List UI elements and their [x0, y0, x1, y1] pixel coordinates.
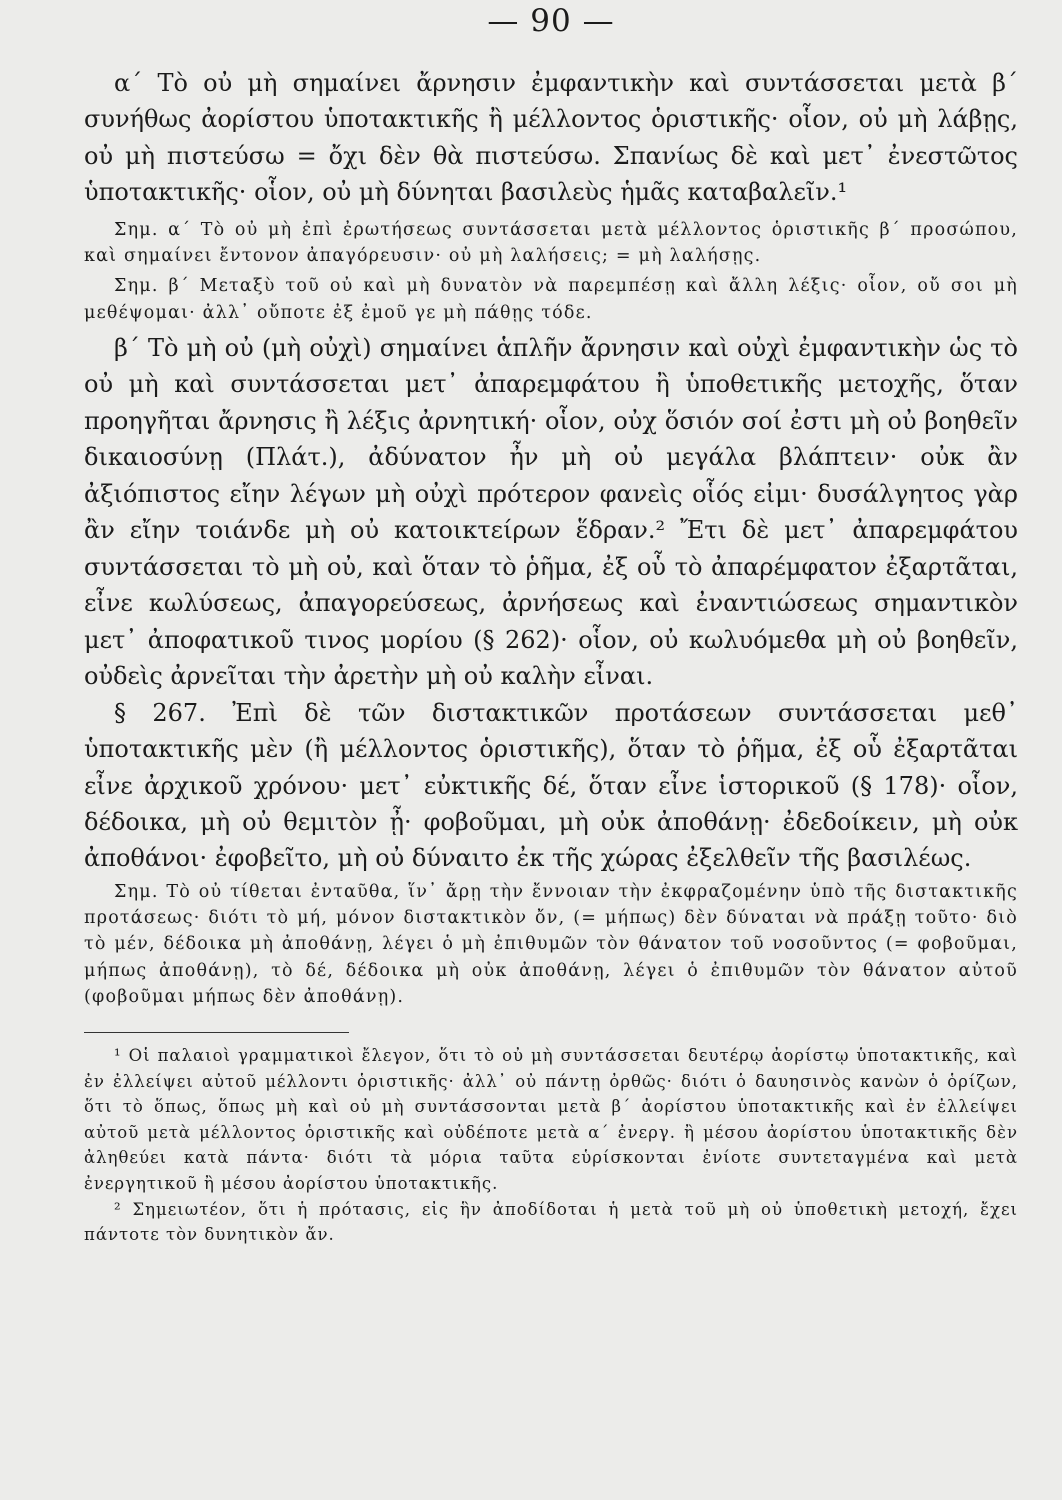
page-number: — 90 — [487, 3, 615, 39]
paragraph-beta: β΄ Τὸ μὴ οὐ (μὴ οὐχὶ) σημαίνει ἁπλῆν ἄρνησιν καὶ οὐχὶ ἐμφαντικὴν ὡς τὸ οὐ μὴ καὶ συντάσσεται μετ᾽ ἀπαρεμφάτου ἢ ὑποθετικῆς μετοχῆς, ὅταν προηγῆται ἄρνησις ἢ λέξις ἀρνητική· οἷον, οὐχ ὅσιόν σοί ἐστι μὴ οὐ βοηθεῖν δικαιοσύνῃ (Πλάτ.), ἀδύνατον ἦν μὴ οὐ μεγάλα βλάπτειν· οὐκ ἂν ἀξιόπιστος εἴην λέγων μὴ οὐχὶ πρότερον φανεὶς οἷός εἰμι· δυσάλγητος γὰρ ἂν εἴην τοιάνδε μὴ οὐ κατοικτείρων ἕδραν.² Ἔτι δὲ μετ᾽ ἀπαρεμφάτου συντάσσεται τὸ μὴ οὐ, καὶ ὅταν τὸ ῥῆμα, ἐξ οὗ τὸ ἀπαρέμφατον ἐξαρτᾶται, εἶνε κωλύσεως, ἀπαγορεύσεως, ἀρνήσεως καὶ ἐναντιώσεως σημαντικὸν μετ᾽ ἀποφατικοῦ τινος μορίου (§ 262)· οἷον, οὐ κωλυόμεθα μὴ οὐ βοηθεῖν, οὐδεὶς ἀρνεῖται τὴν ἀρετὴν μὴ οὐ καλὴν εἶναι. [84, 333, 1018, 691]
footnote-1: ¹ Οἱ παλαιοὶ γραμματικοὶ ἔλεγον, ὅτι τὸ οὐ μὴ συντάσσεται δευτέρῳ ἀορίστῳ ὑποτακτικῆς, καὶ ἐν ἐλλείψει αὐτοῦ μέλλοντι ὁριστικῆς· ἀλλ᾽ οὐ πάντῃ ὀρθῶς· διότι ὁ δαυησινὸς κανὼν ὁ ὁρίζων, ὅτι τὸ ὅπως, ὅπως μὴ καὶ οὐ μὴ συντάσσονται μετὰ β΄ ἀορίστου ὑποτακτικῆς καὶ ἐν ἐλλείψει αὐτοῦ μετὰ μέλλοντος ὁριστικῆς καὶ οὐδέποτε μετὰ α΄ ἐνεργ. ἢ μέσου ἀορίστου ὑποτακτικῆς δὲν ἀληθεύει κατὰ πάντα· διότι τὰ μόρια ταῦτα εὑρίσκονται ἐνίοτε συντεταγμένα καὶ μετὰ ἐνεργητικοῦ ἢ μέσου ἀορίστου ὑποτακτικῆς. [84, 1046, 1018, 1193]
section-267: § 267. Ἐπὶ δὲ τῶν διστακτικῶν προτάσεων συντάσσεται μεθ᾽ ὑποτακτικῆς μὲν (ἢ μέλλοντος ὁριστικῆς), ὅταν τὸ ῥῆμα, ἐξ οὗ ἐξαρτᾶται εἶνε ἀρχικοῦ χρόνου· μετ᾽ εὐκτικῆς δέ, ὅταν εἶνε ἱστορικοῦ (§ 178)· οἷον, δέδοικα, μὴ οὐ θεμιτὸν ᾖ· φοβοῦμαι, μὴ οὐκ ἀποθάνῃ· ἐδεδοίκειν, μὴ οὐκ ἀποθάνοι· ἐφοβεῖτο, μὴ οὐ δύναιτο ἐκ τῆς χώρας ἐξελθεῖν τῆς βασιλέως. [84, 698, 1018, 873]
note-section-267: Σημ. Τὸ οὐ τίθεται ἐνταῦθα, ἵν᾽ ἄρῃ τὴν ἔννοιαν τὴν ἐκφραζομένην ὑπὸ τῆς διστακτικῆς προτάσεως· διότι τὸ μή, μόνον διστακτικὸν ὄν, (= μήπως) δὲν δύναται νὰ πράξῃ τοῦτο· διὸ τὸ μέν, δέδοικα μὴ ἀποθάνῃ, λέγει ὁ μὴ ἐπιθυμῶν τὸν θάνατον τοῦ νοσοῦντος (= φοβοῦμαι, μήπως ἀποθάνῃ), τὸ δέ, δέδοικα μὴ οὐκ ἀποθάνῃ, λέγει ὁ ἐπιθυμῶν τὸν θάνατον αὐτοῦ (φοβοῦμαι μήπως δὲν ἀποθάνῃ). [84, 881, 1018, 1007]
footnote-2: ² Σημειωτέον, ὅτι ἡ πρότασις, εἰς ἣν ἀποδίδοται ἡ μετὰ τοῦ μὴ οὐ ὑποθετικὴ μετοχή, ἔχει πάντοτε τὸν δυνητικὸν ἄν. [84, 1199, 1018, 1245]
note-alpha: Σημ. α΄ Τὸ οὐ μὴ ἐπὶ ἐρωτήσεως συντάσσεται μετὰ μέλλοντος ὁριστικῆς β΄ προσώπου, καὶ σημαίνει ἔντονον ἀπαγόρευσιν· οὐ μὴ λαλήσεις; = μὴ λαλήσῃς. [84, 219, 1018, 267]
paragraph-alpha: α΄ Τὸ οὐ μὴ σημαίνει ἄρνησιν ἐμφαντικὴν καὶ συντάσσεται μετὰ β΄ συνήθως ἀορίστου ὑποτακτικῆς ἢ μέλλοντος ὁριστικῆς· οἷον, οὐ μὴ λάβῃς, οὐ μὴ πιστεύσω = ὄχι δὲν θὰ πιστεύσω. Σπανίως δὲ καὶ μετ᾽ ἐνεστῶτος ὑποτακτικῆς· οἷον, οὐ μὴ δύνηται βασιλεὺς ἡμᾶς καταβαλεῖν.¹ [84, 69, 1018, 207]
note-beta: Σημ. β΄ Μεταξὺ τοῦ οὐ καὶ μὴ δυνατὸν νὰ παρεμπέσῃ καὶ ἄλλη λέξις· οἷον, οὔ σοι μὴ μεθέψομαι· ἀλλ᾽ οὔποτε ἐξ ἐμοῦ γε μὴ πάθῃς τόδε. [84, 276, 1018, 323]
footnote-divider [84, 1032, 349, 1033]
